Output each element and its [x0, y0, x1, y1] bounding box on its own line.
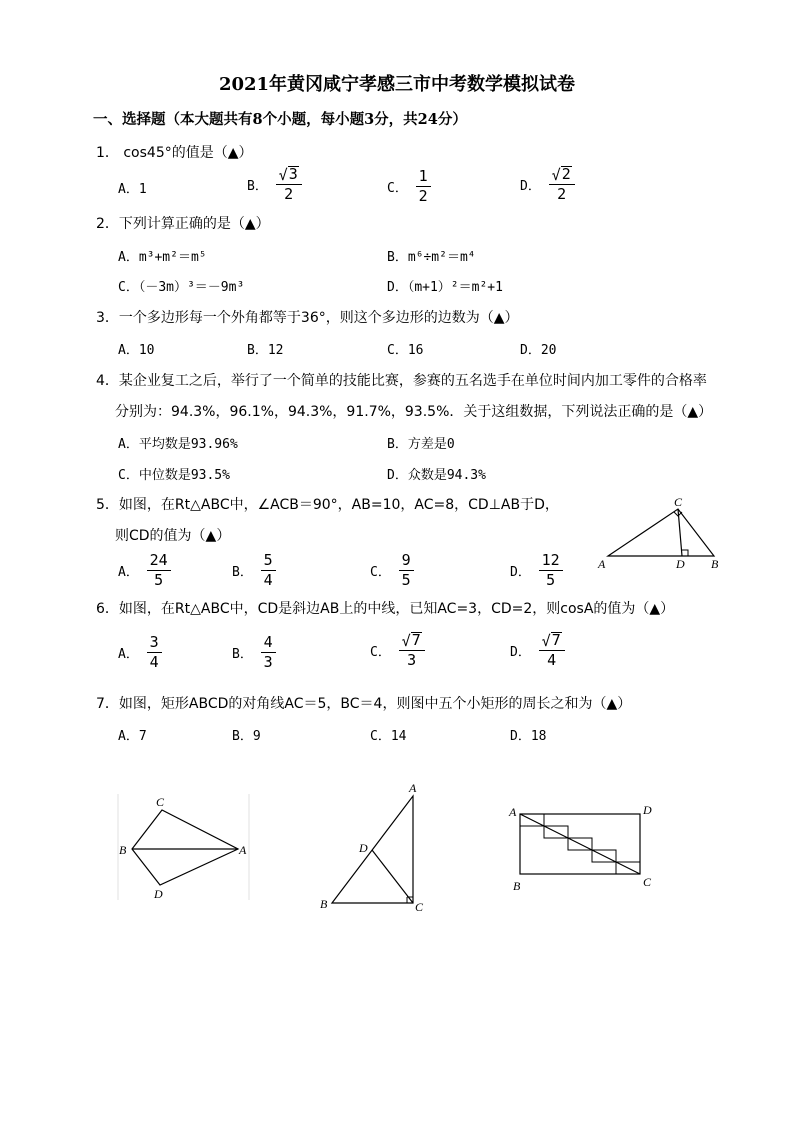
q5-a-numerator: 24	[147, 552, 171, 571]
q4-option-a: A．平均数是93.96%	[118, 437, 238, 452]
q1-b-denominator: 2	[284, 185, 294, 204]
section-heading: 一、选择题（本大题共有8个小题，每小题3分，共24分）	[93, 111, 467, 128]
q6-b-denominator: 3	[263, 652, 273, 671]
q5-option-d	[510, 552, 563, 588]
q5-right-triangle-figure	[594, 494, 726, 572]
q6-option-d-label: D．	[510, 644, 531, 660]
page-title: 2021年黄冈咸宁孝感三市中考数学模拟试卷	[218, 74, 576, 95]
q1-option-b-fraction: √ 3 2	[276, 166, 302, 203]
q6-option-c-label: C．	[370, 644, 391, 660]
q6-c-radicand: 7	[411, 631, 421, 649]
q5-option-c-label: C．	[370, 564, 391, 580]
q1-option-a: A．1	[118, 182, 147, 197]
q6-d-radicand: 7	[551, 631, 561, 649]
kite-label-c: C	[156, 795, 165, 809]
q5-triangle-abc	[608, 509, 714, 556]
q1-d-radicand: 2	[561, 165, 571, 183]
q6-option-d: D． √ 7 4	[510, 632, 565, 669]
q6-b-numerator: 4	[261, 634, 276, 653]
q7-option-c: C．14	[370, 729, 407, 744]
q5-right-angle-d	[682, 550, 688, 556]
q4-option-c: C．中位数是93.5%	[118, 468, 230, 483]
q1-option-b	[247, 166, 302, 203]
q3-option-b: B．12	[247, 343, 284, 358]
q2-option-c: C．（－3m）³＝－9m³	[118, 280, 245, 295]
q5-d-numerator: 12	[539, 552, 563, 571]
question-3-stem: 3．一个多边形每一个外角都等于36°，则这个多边形的边数为（▲）	[96, 310, 519, 326]
q5-option-d-label: D．	[510, 564, 531, 580]
q3-option-d: D．20	[520, 343, 557, 358]
rect-label-c: C	[643, 875, 652, 889]
q5-option-b-label: B．	[232, 564, 253, 580]
kite-quadrilateral	[132, 810, 238, 885]
q7-option-d: D．18	[510, 729, 547, 744]
rectangle-figure	[505, 798, 665, 898]
q1-option-c	[387, 168, 431, 204]
q1-b-radicand: 3	[288, 165, 298, 183]
q5-b-denominator: 4	[263, 570, 273, 589]
q6-option-a	[118, 634, 162, 670]
q5-option-a	[118, 552, 171, 588]
q1-c-denominator: 2	[418, 186, 428, 205]
q7-option-b: B．9	[232, 729, 261, 744]
kite-label-a: A	[239, 843, 247, 857]
triangle-label-c: C	[415, 900, 424, 914]
q6-a-numerator: 3	[147, 634, 162, 653]
q5-label-a: A	[598, 557, 606, 571]
q7-option-a: A．7	[118, 729, 147, 744]
question-4-stem-line1: 4．某企业复工之后，举行了一个简单的技能比赛，参赛的五名选手在单位时间内加工零件的合格率	[96, 373, 707, 389]
q5-option-a-label: A．	[118, 564, 139, 580]
rect-label-b: B	[513, 879, 521, 893]
q3-option-c: C．16	[387, 343, 424, 358]
q1-option-d-label: D．	[520, 178, 541, 194]
question-2-stem: 2．下列计算正确的是（▲）	[96, 216, 270, 232]
q4-option-b: B．方差是0	[387, 437, 455, 452]
triangle-median-figure	[310, 778, 440, 918]
kite-label-b: B	[119, 843, 127, 857]
question-1-stem: 1． cos45°的值是（▲）	[96, 145, 253, 161]
triangle-label-d: D	[359, 841, 368, 855]
q6-option-b-label: B．	[232, 646, 253, 662]
q2-option-a: A．m³+m²＝m⁵	[118, 250, 207, 265]
question-6-stem: 6．如图，在Rt△ABC中，CD是斜边AB上的中线，已知AC=3，CD=2，则cosA的值为（▲）	[96, 601, 675, 617]
kite-figure	[110, 790, 260, 910]
q6-c-denominator: 3	[407, 651, 417, 670]
median-cd	[372, 850, 413, 903]
q5-option-b	[232, 552, 276, 588]
q5-label-c: C	[674, 495, 683, 509]
diagonal-ac	[520, 814, 640, 874]
q2-option-d: D．（m+1）²＝m²+1	[387, 280, 503, 295]
q6-option-a-label: A．	[118, 646, 139, 662]
q1-option-c-label: C．	[387, 180, 408, 196]
triangle-label-b: B	[320, 897, 328, 911]
q1-option-d	[520, 166, 575, 203]
rect-label-d: D	[643, 803, 652, 817]
q5-a-denominator: 5	[154, 570, 164, 589]
q2-option-b: B．m⁶÷m²＝m⁴	[387, 250, 476, 265]
q3-option-a: A．10	[118, 343, 155, 358]
q5-label-b: B	[711, 557, 719, 571]
q5-c-denominator: 5	[401, 570, 411, 589]
rect-label-a: A	[509, 805, 517, 819]
q5-d-denominator: 5	[546, 570, 556, 589]
q6-option-c: C． √ 7 3	[370, 632, 425, 669]
question-4-stem-line2: 分别为：94.3%，96.1%，94.3%，91.7%，93.5%．关于这组数据，下列说法正确的是（▲）	[115, 404, 713, 420]
triangle-label-a: A	[409, 781, 417, 795]
question-5-stem-line2: 则CD的值为（▲）	[115, 528, 231, 544]
q6-option-b	[232, 634, 276, 670]
q1-d-denominator: 2	[557, 185, 567, 204]
question-5-stem-line1: 5．如图，在Rt△ABC中，∠ACB＝90°，AB=10，AC=8，CD⊥AB于D，	[96, 497, 559, 513]
q1-option-d-fraction: √ 2 2	[549, 166, 575, 203]
q1-c-numerator: 1	[416, 168, 431, 187]
q6-a-denominator: 4	[149, 652, 159, 671]
q1-option-b-label: B．	[247, 178, 268, 194]
q5-option-c	[370, 552, 414, 588]
q5-label-d: D	[676, 557, 685, 571]
q5-c-numerator: 9	[399, 552, 414, 571]
q4-option-d: D．众数是94.3%	[387, 468, 486, 483]
question-7-stem: 7．如图，矩形ABCD的对角线AC＝5，BC＝4，则图中五个小矩形的周长之和为（▲）	[96, 696, 632, 712]
kite-label-d: D	[154, 887, 163, 901]
q6-d-denominator: 4	[547, 651, 557, 670]
q1-option-c-fraction	[416, 168, 431, 204]
q5-b-numerator: 5	[261, 552, 276, 571]
